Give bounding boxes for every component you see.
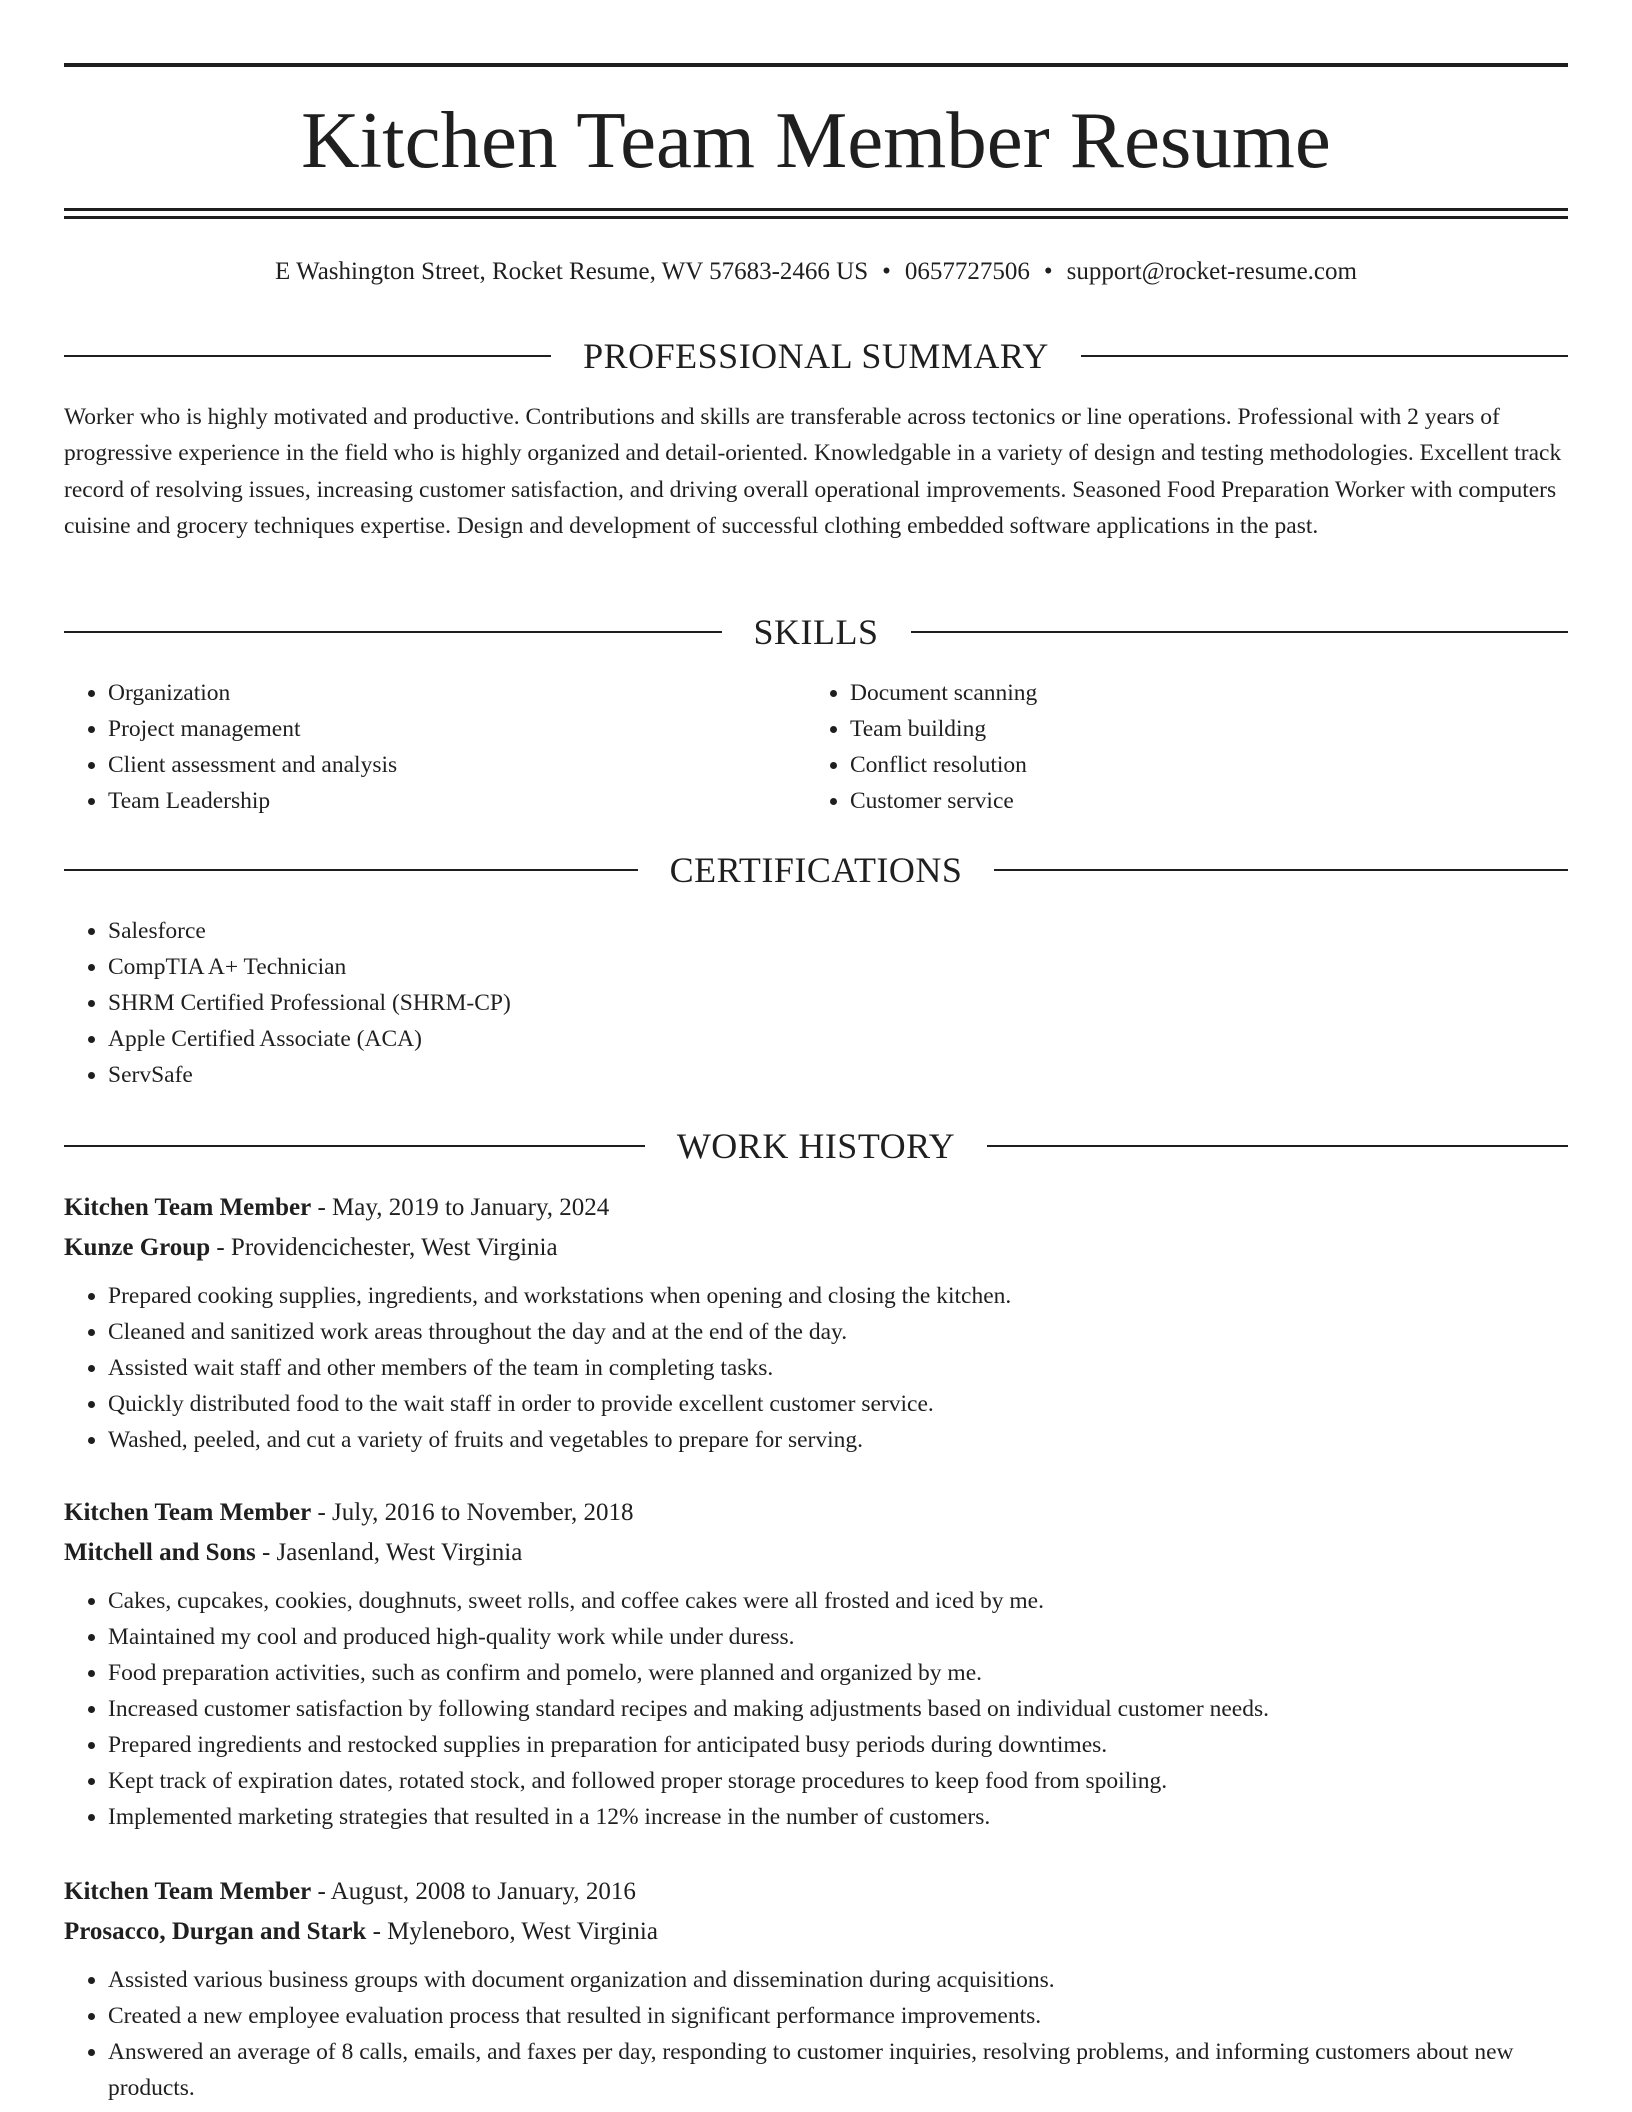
job-bullets [64, 1278, 1568, 1458]
skills-list-right [806, 675, 1546, 819]
skill-item: • Client assessment and analysis [108, 747, 804, 783]
section-header-certifications [64, 848, 1568, 892]
job-bullets [64, 1962, 1568, 2106]
skills-column-left [64, 675, 804, 819]
title-double-rule [64, 208, 1568, 220]
job-entry [64, 1872, 1568, 2106]
skill-item: • Document scanning [850, 675, 1546, 711]
job-bullet: • Food preparation activities, such as confirm and pomelo, were planned and organized by me. [108, 1655, 1568, 1691]
job-title: Kitchen Team Member [64, 1878, 312, 1905]
section-rule [1081, 355, 1568, 357]
contact-separator: • [1043, 258, 1053, 285]
section-header-skills [64, 610, 1568, 654]
skill-item: • Organization [108, 675, 804, 711]
job-bullet: • Increased customer satisfaction by following standard recipes and making adjustments based on individual customer needs. [108, 1691, 1568, 1727]
certification-item: • Salesforce [108, 913, 1568, 949]
certification-item: • CompTIA A+ Technician [108, 949, 1568, 985]
job-bullet: • Kept track of expiration dates, rotated stock, and followed proper storage procedures to keep food from spoiling. [108, 1763, 1568, 1799]
job-company-line [64, 1533, 1568, 1573]
section-rule [987, 1145, 1568, 1147]
section-title: CERTIFICATIONS [669, 850, 963, 890]
skills-column-right [806, 675, 1546, 819]
section-title: WORK HISTORY [676, 1126, 956, 1166]
skill-item: • Team building [850, 711, 1546, 747]
job-title-line [64, 1188, 1568, 1228]
job-dates: - August, 2008 to January, 2016 [311, 1878, 636, 1905]
certifications [64, 913, 1568, 1093]
job-dates: - July, 2016 to November, 2018 [311, 1499, 634, 1526]
section-rule [64, 355, 551, 357]
professional-summary: Worker who is highly motivated and productive. Contributions and skills are transferable across tectonics or line operations. Professional with 2 years of progressive experience in the field who is highly organized and detail-oriented. Knowledgable in a variety of design and testing methodologies. Excellent track record of resolving issues, increasing customer satisfaction, and driving overall operational improvements. Seasoned Food Preparation Worker with computers cuisine and grocery techniques expertise. Design and development of successful clothing embedded software applications in the past. [64, 404, 1562, 540]
contact-phone: 0657727506 [904, 258, 1030, 285]
certification-item: • SHRM Certified Professional (SHRM-CP) [108, 985, 1568, 1021]
contact-line [64, 254, 1568, 290]
section-title: PROFESSIONAL SUMMARY [583, 336, 1049, 376]
section-rule [911, 631, 1569, 633]
job-company-line [64, 1912, 1568, 1952]
job-dates: - May, 2019 to January, 2024 [311, 1194, 610, 1221]
job-bullet: • Assisted wait staff and other members of the team in completing tasks. [108, 1350, 1568, 1386]
job-bullet: • Washed, peeled, and cut a variety of fruits and vegetables to prepare for serving. [108, 1422, 1568, 1458]
job-bullets [64, 1583, 1568, 1835]
skill-item: • Team Leadership [108, 783, 804, 819]
top-rule [64, 63, 1568, 67]
contact-email: support@rocket-resume.com [1066, 258, 1357, 285]
job-company-line [64, 1228, 1568, 1268]
job-location: - Myleneboro, West Virginia [366, 1918, 658, 1945]
job-location: - Jasenland, West Virginia [255, 1539, 523, 1566]
job-bullet: • Assisted various business groups with document organization and dissemination during acquisitions. [108, 1962, 1568, 1998]
job-entry [64, 1493, 1568, 1835]
section-rule [64, 631, 722, 633]
job-bullet: • Cakes, cupcakes, cookies, doughnuts, sweet rolls, and coffee cakes were all frosted and iced by me. [108, 1583, 1568, 1619]
job-company: Kunze Group [64, 1234, 211, 1261]
job-bullet: • Prepared ingredients and restocked supplies in preparation for anticipated busy periods during downtimes. [108, 1727, 1568, 1763]
job-company: Prosacco, Durgan and Stark [64, 1918, 367, 1945]
section-header-summary [64, 334, 1568, 378]
job-bullet: • Maintained my cool and produced high-quality work while under duress. [108, 1619, 1568, 1655]
job-title: Kitchen Team Member [64, 1499, 312, 1526]
certification-item: • ServSafe [108, 1057, 1568, 1093]
job-company: Mitchell and Sons [64, 1539, 256, 1566]
job-title-line [64, 1493, 1568, 1533]
resume-title: Kitchen Team Member Resume [301, 95, 1331, 185]
section-title: SKILLS [753, 612, 879, 652]
section-rule [994, 869, 1568, 871]
skill-item: • Project management [108, 711, 804, 747]
section-rule [64, 1145, 645, 1147]
job-title-line [64, 1872, 1568, 1912]
skill-item: • Conflict resolution [850, 747, 1546, 783]
job-location: - Providencichester, West Virginia [210, 1234, 558, 1261]
job-bullet: • Prepared cooking supplies, ingredients, and workstations when opening and closing the kitchen. [108, 1278, 1568, 1314]
job-bullet: • Quickly distributed food to the wait staff in order to provide excellent customer service. [108, 1386, 1568, 1422]
skills-list-left [64, 675, 804, 819]
job-entry [64, 1188, 1568, 1458]
section-header-work-history [64, 1124, 1568, 1168]
certification-item: • Apple Certified Associate (ACA) [108, 1021, 1568, 1057]
job-bullet: • Answered an average of 8 calls, emails, and faxes per day, responding to customer inquiries, resolving problems, and informing customers about new products. [108, 2034, 1568, 2106]
section-rule [64, 869, 638, 871]
certifications-list [64, 913, 1568, 1093]
skill-item: • Customer service [850, 783, 1546, 819]
job-bullet: • Implemented marketing strategies that resulted in a 12% increase in the number of customers. [108, 1799, 1568, 1835]
job-bullet: • Cleaned and sanitized work areas throughout the day and at the end of the day. [108, 1314, 1568, 1350]
contact-address: E Washington Street, Rocket Resume, WV 57683-2466 US [275, 258, 869, 285]
job-title: Kitchen Team Member [64, 1194, 312, 1221]
job-bullet: • Created a new employee evaluation process that resulted in significant performance improvements. [108, 1998, 1568, 2034]
contact-separator: • [882, 258, 891, 285]
